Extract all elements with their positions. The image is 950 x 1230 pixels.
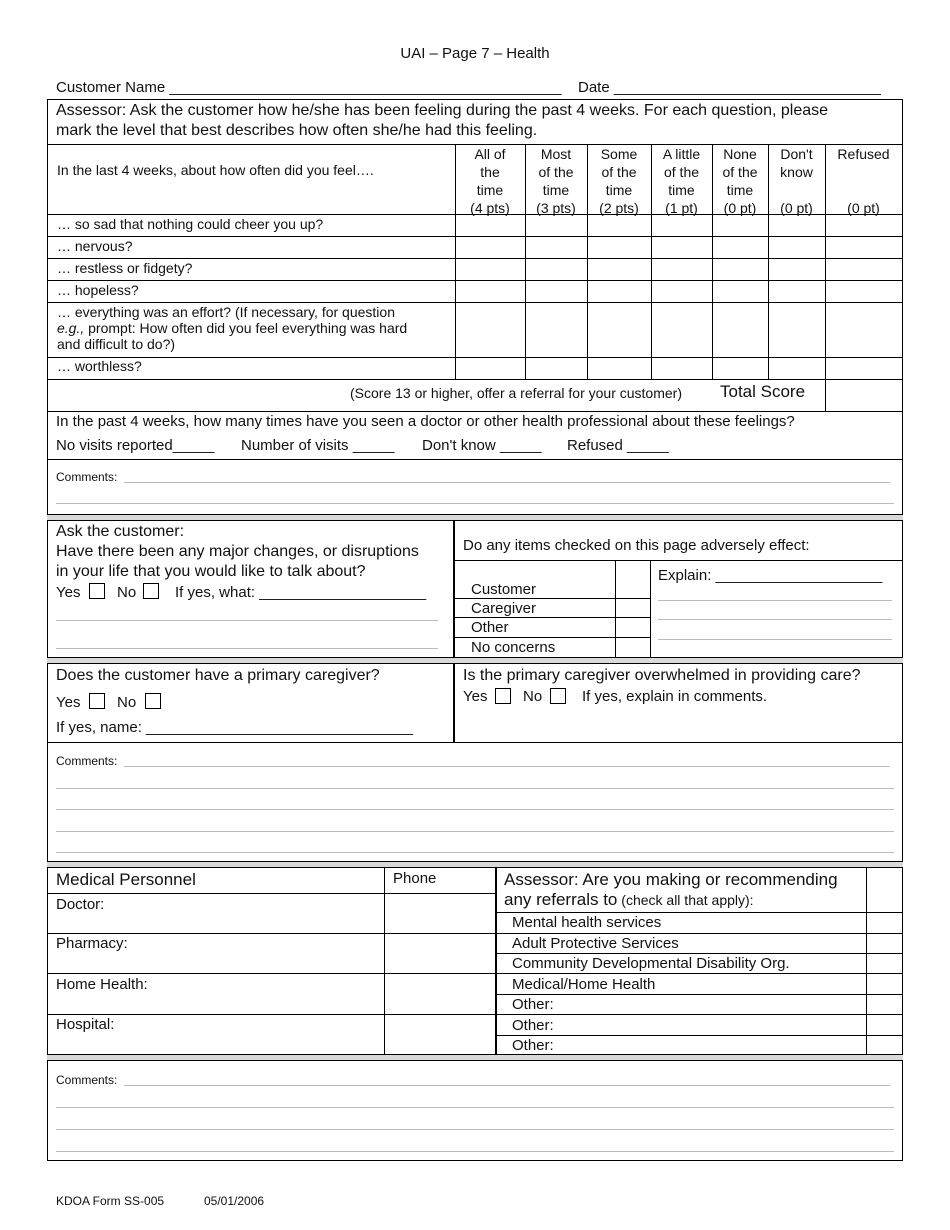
overwhelmed-no-label: No [523,688,543,705]
referral-other-3-checkbox[interactable] [867,1036,902,1055]
caregiver-yes-checkbox[interactable] [89,693,105,709]
column-none-of-the-time: None of the time (0 pt) [722,146,758,216]
date-field[interactable]: Date ________________________________ [578,79,881,96]
visits-dont-know-field[interactable]: Don't know _____ [422,437,542,454]
referral-medical-home-health: Medical/Home Health [512,976,656,993]
column-refused: Refused (0 pt) [837,146,890,216]
number-of-visits-field[interactable]: Number of visits _____ [241,437,395,454]
phone-header: Phone [393,870,437,887]
adverse-no-concerns: No concerns [471,639,556,656]
feeling-row-effort: … everything was an effort? (If necessary, for question e.g., prompt: How often did you feel everything was hard and difficult to do?) [57,304,408,352]
caregiver-question: Does the customer have a primary caregiver? [56,667,380,684]
life-changes-no-label: No [117,584,137,601]
total-score-label: Total Score [720,382,806,401]
overwhelmed-explain-note: If yes, explain in comments. [582,688,768,705]
comments-label: Comments: [56,1073,118,1087]
referral-cddo-checkbox[interactable] [867,954,902,973]
feeling-row-nervous: … nervous? [57,238,133,254]
column-some-of-the-time: Some of the time (2 pts) [599,146,639,216]
overwhelmed-yes-checkbox[interactable] [495,688,511,704]
assessor-instruction-line1: Assessor: Ask the customer how he/she has been feeling during the past 4 weeks. For each question, please [56,102,829,119]
referral-other-2-checkbox[interactable] [867,1015,902,1035]
visits-question: In the past 4 weeks, how many times have you seen a doctor or other health professional about these feelings? [56,413,795,430]
referral-adult-protective-checkbox[interactable] [867,934,902,953]
customer-name-field[interactable]: Customer Name _______________________________________________ [56,79,562,96]
hospital-phone-field[interactable] [385,1015,495,1054]
page-title: UAI – Page 7 – Health [400,45,550,62]
adverse-customer-checkbox[interactable] [616,580,650,598]
assessor-instruction-line2: mark the level that best describes how often she/he had this feeling. [56,122,538,139]
column-all-of-the-time: All of the time (4 pts) [470,146,510,216]
referral-medical-home-health-checkbox[interactable] [867,974,902,994]
visits-refused-field[interactable]: Refused _____ [567,437,669,454]
column-a-little-of-the-time: A little of the time (1 pt) [662,146,701,216]
referrals-header-line1: Assessor: Are you making or recommending [504,870,838,889]
home-health-phone-field[interactable] [385,974,495,1014]
overwhelmed-no-checkbox[interactable] [550,688,566,704]
form-id: KDOA Form SS-005 [56,1194,165,1208]
feeling-row-hopeless: … hopeless? [57,282,139,298]
life-changes-no-checkbox[interactable] [143,583,159,599]
comments-label: Comments: [56,754,118,768]
feeling-row-worthless: … worthless? [57,358,142,374]
caregiver-no-checkbox[interactable] [145,693,161,709]
medical-personnel-header: Medical Personnel [56,870,196,889]
life-changes-question-line1: Have there been any major changes, or disruptions [56,543,419,560]
doctor-label: Doctor: [56,896,105,913]
referral-other-1-checkbox[interactable] [867,995,902,1014]
referral-mental-health: Mental health services [512,914,662,931]
caregiver-name-field[interactable]: If yes, name: ________________________________ [56,719,413,736]
comments-box-3[interactable] [56,1068,894,1156]
overwhelmed-question: Is the primary caregiver overwhelmed in providing care? [463,667,861,684]
total-score-box[interactable] [826,380,902,411]
adverse-other-checkbox[interactable] [616,618,650,636]
adverse-other: Other [471,619,509,636]
overwhelmed-yes-label: Yes [463,688,488,705]
referral-other-1[interactable]: Other: [512,996,554,1013]
comments-box-2[interactable] [56,750,894,856]
column-most-of-the-time: Most of the time (3 pts) [536,146,576,216]
adverse-caregiver: Caregiver [471,600,537,617]
adverse-explain-field[interactable]: Explain: ____________________ [658,567,883,584]
no-visits-field[interactable]: No visits reported_____ [56,437,215,454]
comments-box-1[interactable] [56,466,894,510]
adverse-no-concerns-checkbox[interactable] [616,638,650,657]
referrals-header-line2: any referrals to (check all that apply): [504,890,754,909]
life-changes-yes-label: Yes [56,584,81,601]
hospital-label: Hospital: [56,1016,115,1033]
pharmacy-phone-field[interactable] [385,934,495,973]
adverse-caregiver-checkbox[interactable] [616,599,650,617]
feelings-question-header: In the last 4 weeks, about how often did you feel…. [57,162,374,178]
doctor-phone-field[interactable] [385,894,495,933]
column-dont-know: Don't know (0 pt) [780,146,813,216]
life-changes-yes-checkbox[interactable] [89,583,105,599]
comments-label: Comments: [56,470,118,484]
life-changes-if-yes-field[interactable]: If yes, what: ____________________ [175,584,427,601]
referral-adult-protective: Adult Protective Services [512,935,679,952]
referral-mental-health-checkbox[interactable] [867,913,902,933]
referral-cddo: Community Developmental Disability Org. [512,955,790,972]
referral-other-2[interactable]: Other: [512,1017,554,1034]
ask-customer-label: Ask the customer: [56,523,185,540]
adverse-effect-question: Do any items checked on this page adversely effect: [463,537,810,554]
adverse-customer: Customer [471,581,537,598]
life-changes-question-line2: in your life that you would like to talk about? [56,563,366,580]
caregiver-no-label: No [117,694,137,711]
home-health-label: Home Health: [56,976,148,993]
feeling-row-restless: … restless or fidgety? [57,260,193,276]
referral-other-3[interactable]: Other: [512,1037,554,1054]
feeling-row-sad: … so sad that nothing could cheer you up? [57,216,324,232]
form-date: 05/01/2006 [204,1194,265,1208]
pharmacy-label: Pharmacy: [56,935,128,952]
caregiver-yes-label: Yes [56,694,81,711]
score-note: (Score 13 or higher, offer a referral for your customer) [350,385,682,401]
